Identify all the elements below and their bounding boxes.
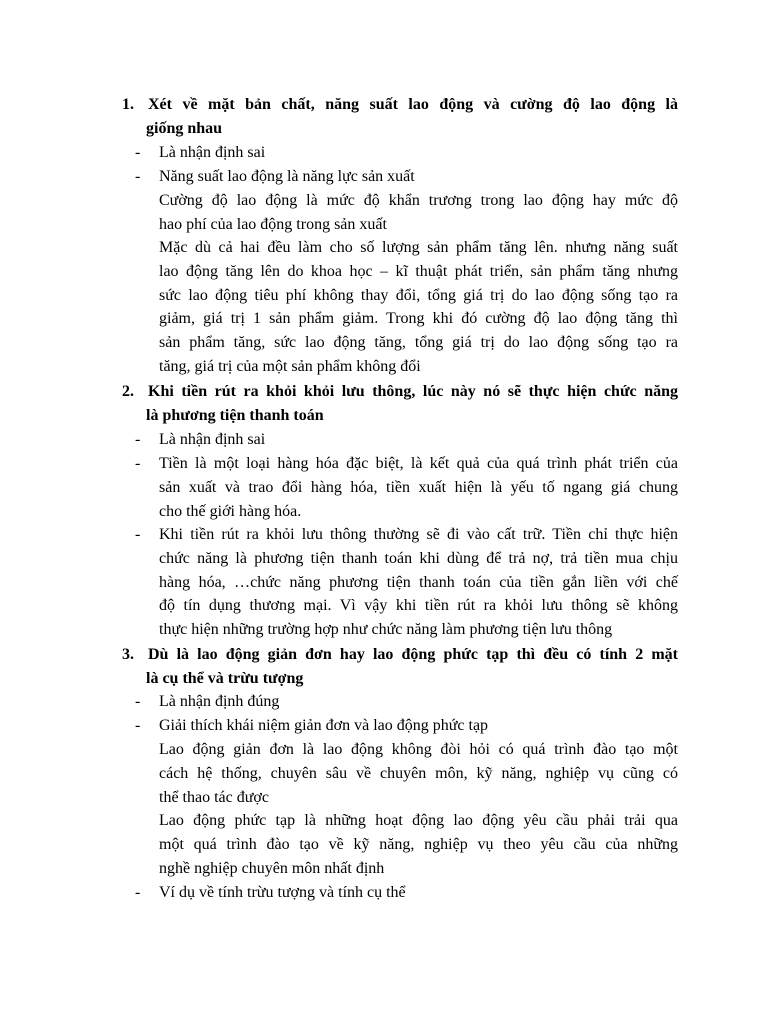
- dash-marker: -: [135, 168, 141, 185]
- paragraph-line: Lao động giản đơn là lao động không đòi hỏi có quá trình đào tạo một: [159, 741, 678, 758]
- q1-item-2-text: Năng suất lao động là năng lực sản xuất: [159, 168, 415, 185]
- question-2-heading: [122, 380, 678, 428]
- q3-item-5-text: Ví dụ về tính trừu tượng và tính cụ thể: [159, 884, 406, 901]
- paragraph-line: sản xuất và trao đổi hàng hóa, tiền xuất hiện là yếu tố ngang giá chung: [159, 478, 678, 496]
- paragraph-line: hàng hóa, …chức năng phương tiện thanh toán của tiền gắn liền với chế: [159, 573, 678, 591]
- q1-item-1-text: Là nhận định sai: [159, 144, 266, 161]
- paragraph-line: độ tín dụng thương mại. Vì vậy khi tiền rút ra khỏi lưu thông sẽ không: [159, 597, 678, 615]
- q2-item-3: [159, 523, 678, 642]
- paragraph-line: sản phẩm tăng, sức lao động tăng, tổng giá trị do lao động sống tạo ra: [159, 334, 678, 352]
- question-3-title-line1: Dù là lao động giản đơn hay lao động phức tạp thì đều có tính 2 mặt: [148, 646, 678, 663]
- paragraph-line: tăng, giá trị của một sản phẩm không đổi: [159, 357, 421, 375]
- paragraph-line: một quá trình đào tạo về kỹ năng, nghiệp vụ theo yêu cầu của những: [159, 835, 678, 853]
- q3-item-5: [159, 881, 678, 905]
- question-1-heading: [122, 93, 678, 141]
- paragraph-line: nghề nghiệp chuyên môn nhất định: [159, 859, 385, 877]
- q1-paragraph-1: [159, 189, 678, 237]
- q1-item-2: [159, 165, 678, 189]
- question-3-title-line2: là cụ thể và trừu tượng: [146, 670, 304, 687]
- q2-item-1: [159, 428, 678, 452]
- question-1-title-line2: giống nhau: [146, 120, 223, 137]
- paragraph-line: sức lao động tiêu phí không thay đổi, tổng giá trị do lao động sống tạo ra: [159, 286, 678, 304]
- dash-marker: -: [135, 717, 141, 734]
- q2-item-1-text: Là nhận định sai: [159, 431, 266, 448]
- dash-marker: -: [135, 455, 141, 472]
- q3-item-2: [159, 714, 678, 738]
- q3-item-1: [159, 690, 678, 714]
- dash-marker: -: [135, 884, 141, 901]
- question-3-number: 3.: [122, 646, 134, 663]
- q2-item-2: [159, 452, 678, 523]
- paragraph-line: thực hiện những trường hợp như chức năng làm phương tiện lưu thông: [159, 621, 613, 639]
- dash-marker: -: [135, 693, 141, 710]
- question-1-title-line1: Xét về mặt bản chất, năng suất lao động và cường độ lao động là: [148, 96, 678, 113]
- question-2-title-line2: là phương tiện thanh toán: [146, 407, 324, 424]
- q3-paragraph-2: [159, 809, 678, 880]
- q3-item-1-text: Là nhận định đúng: [159, 693, 280, 710]
- question-1-number: 1.: [122, 96, 134, 113]
- question-2-title-line1: Khi tiền rút ra khỏi khỏi lưu thông, lúc này nó sẽ thực hiện chức năng: [148, 383, 678, 400]
- paragraph-line: giảm, giá trị 1 sản phẩm giảm. Trong khi đó cường độ lao động tăng thì: [159, 310, 678, 328]
- paragraph-line: Tiền là một loại hàng hóa đặc biệt, là kết quả của quá trình phát triển của: [159, 455, 678, 472]
- q3-paragraph-1: [159, 738, 678, 809]
- paragraph-line: Khi tiền rút ra khỏi lưu thông thường sẽ đi vào cất trữ. Tiền chỉ thực hiện: [159, 526, 678, 543]
- dash-marker: -: [135, 144, 141, 161]
- paragraph-line: chức năng là phương tiện thanh toán khi dùng để trả nợ, trả tiền mua chịu: [159, 549, 678, 567]
- question-2-number: 2.: [122, 383, 134, 400]
- paragraph-line: Mặc dù cả hai đều làm cho số lượng sản phẩm tăng lên. nhưng năng suất: [159, 239, 678, 256]
- paragraph-line: cách hệ thống, chuyên sâu về chuyên môn, kỹ năng, nghiệp vụ cũng có: [159, 764, 678, 782]
- q3-item-2-text: Giải thích khái niệm giản đơn và lao động phức tạp: [159, 717, 489, 734]
- paragraph-line: hao phí của lao động trong sản xuất: [159, 215, 387, 233]
- paragraph-line: thể thao tác được: [159, 788, 269, 806]
- paragraph-line: cho thế giới hàng hóa.: [159, 502, 302, 520]
- paragraph-line: Cường độ lao động là mức độ khẩn trương trong lao động hay mức độ: [159, 192, 678, 209]
- dash-marker: -: [135, 431, 141, 448]
- q1-item-1: [159, 141, 678, 165]
- dash-marker: -: [135, 526, 141, 543]
- paragraph-line: lao động tăng lên do khoa học – kĩ thuật phát triển, sản phẩm tăng nhưng: [159, 262, 678, 280]
- question-3-heading: [122, 643, 678, 691]
- q1-paragraph-2: [159, 236, 678, 379]
- paragraph-line: Lao động phức tạp là những hoạt động lao động yêu cầu phải trải qua: [159, 812, 678, 829]
